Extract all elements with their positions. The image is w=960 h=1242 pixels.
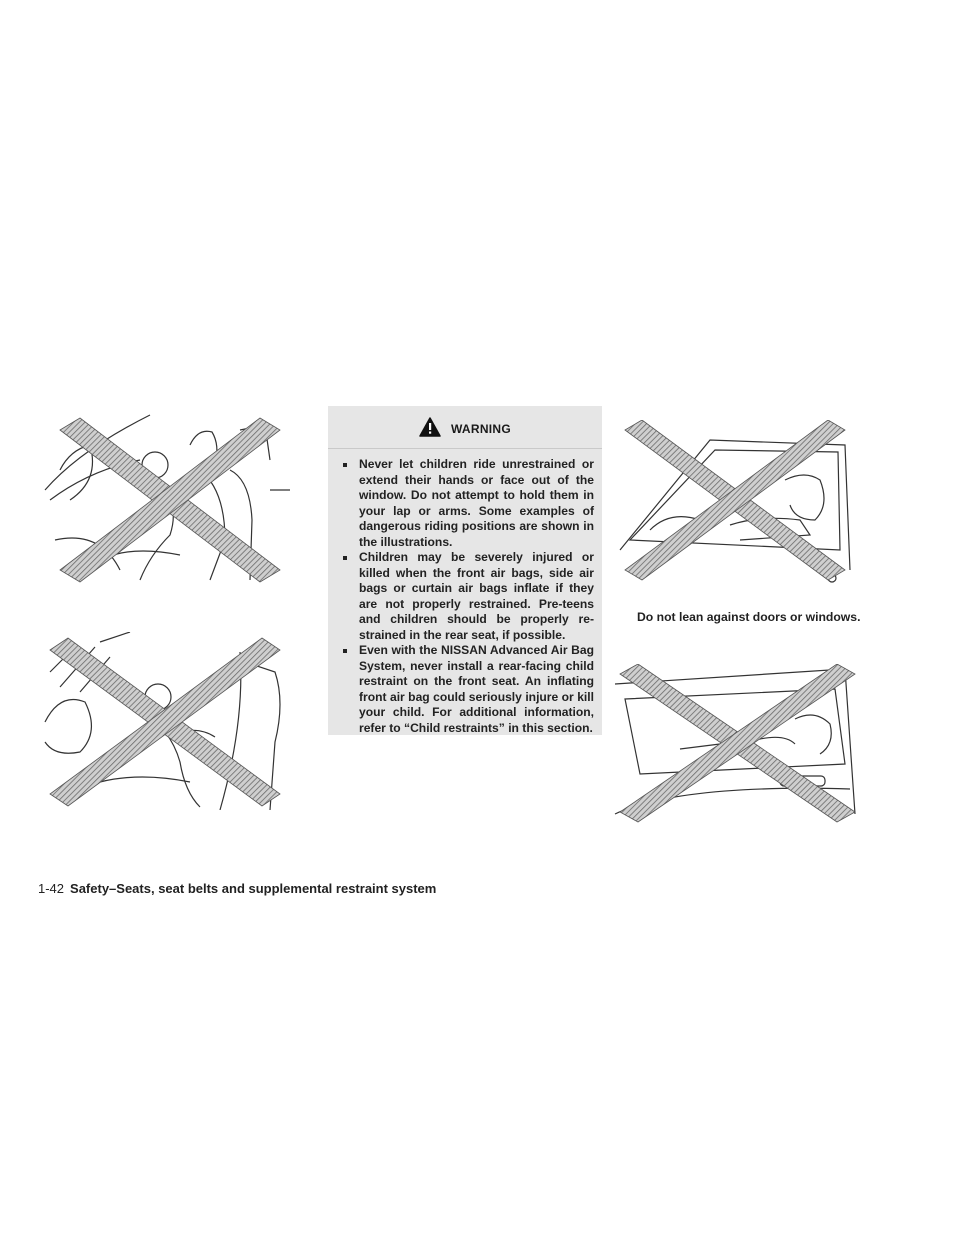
warning-box [328,406,602,735]
leaning-on-window-illustration [610,420,860,585]
warning-title: WARNING [450,422,512,436]
child-held-in-lap-illustration [40,410,290,585]
arm-out-window-illustration [600,664,865,824]
warning-divider [328,448,602,449]
warning-item: Children may be severely injured or killed when the front air bags, side air bags or curtain air bags inflate if they are not properly restrained. Pre-teens and children should be properly re-strained in the rear seat, if possible. [340,550,594,643]
warning-header [328,406,602,448]
section-title: Safety–Seats, seat belts and supplemental restraint system [70,881,437,896]
page-footer [38,881,436,896]
window-caption: Do not lean against doors or windows. [637,610,861,624]
page-number: 1-42 [38,881,65,896]
warning-item: Even with the NISSAN Advanced Air Bag System, never install a rear-facing child restraint on the front seat. An inflating front air bag could seriously injure or kill your child. For additional information, refer to “Child restraints” in this section. [340,643,594,736]
warning-triangle-icon [419,417,441,442]
warning-item: Never let children ride unrestrained or extend their hands or face out of the window. Do not attempt to hold them in your lap or arms. Some examples of dangerous riding positions are shown in the illustrations. [340,457,594,550]
warning-list [328,457,602,736]
child-near-airbag-illustration [40,632,290,810]
